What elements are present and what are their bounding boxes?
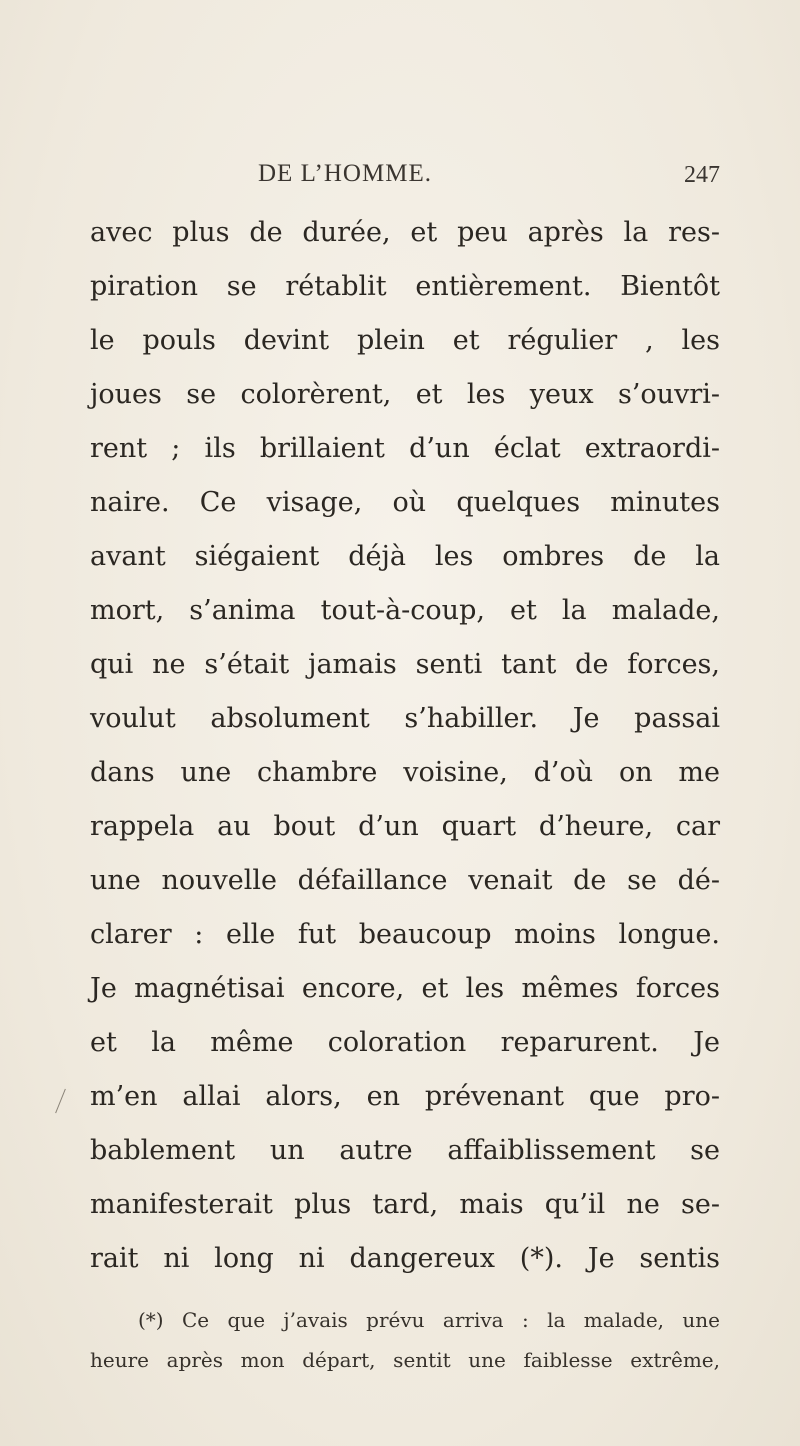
page-header bbox=[90, 160, 720, 200]
text-line: joues se colorèrent, et les yeux s’ouvri- bbox=[90, 379, 720, 410]
footnote bbox=[90, 1300, 720, 1380]
text-line: manifesterait plus tard, mais qu’il ne se- bbox=[90, 1189, 720, 1220]
text-line: bablement un autre affaiblissement se bbox=[90, 1135, 720, 1166]
text-line: m’en allai alors, en prévenant que pro- bbox=[90, 1081, 720, 1112]
margin-pencil-mark bbox=[55, 1089, 66, 1113]
text-line: rent ; ils brillaient d’un éclat extraordi- bbox=[90, 433, 720, 464]
body-text bbox=[90, 206, 720, 1286]
text-line: dans une chambre voisine, d’où on me bbox=[90, 757, 720, 788]
text-line: Je magnétisai encore, et les mêmes forces bbox=[90, 973, 720, 1004]
text-line: rappela au bout d’un quart d’heure, car bbox=[90, 811, 720, 842]
footnote-line: heure après mon départ, sentit une faiblesse extrême, bbox=[90, 1348, 720, 1372]
text-line: mort, s’anima tout-à-coup, et la malade, bbox=[90, 595, 720, 626]
text-line: une nouvelle défaillance venait de se dé- bbox=[90, 865, 720, 896]
text-line: voulut absolument s’habiller. Je passai bbox=[90, 703, 720, 734]
text-line: qui ne s’était jamais senti tant de forces, bbox=[90, 649, 720, 680]
text-line: clarer : elle fut beaucoup moins longue. bbox=[90, 919, 720, 950]
text-line: et la même coloration reparurent. Je bbox=[90, 1027, 720, 1058]
footnote-line: (*) Ce que j’avais prévu arriva : la malade, une bbox=[138, 1308, 720, 1332]
page-number: 247 bbox=[684, 162, 720, 188]
text-line: avant siégaient déjà les ombres de la bbox=[90, 541, 720, 572]
running-head: DE L’HOMME. bbox=[258, 160, 432, 187]
text-line: le pouls devint plein et régulier , les bbox=[90, 325, 720, 356]
text-line: avec plus de durée, et peu après la res- bbox=[90, 217, 720, 248]
text-line: naire. Ce visage, où quelques minutes bbox=[90, 487, 720, 518]
text-line: rait ni long ni dangereux (*). Je sentis bbox=[90, 1243, 720, 1274]
text-line: piration se rétablit entièrement. Bientôt bbox=[90, 271, 720, 302]
